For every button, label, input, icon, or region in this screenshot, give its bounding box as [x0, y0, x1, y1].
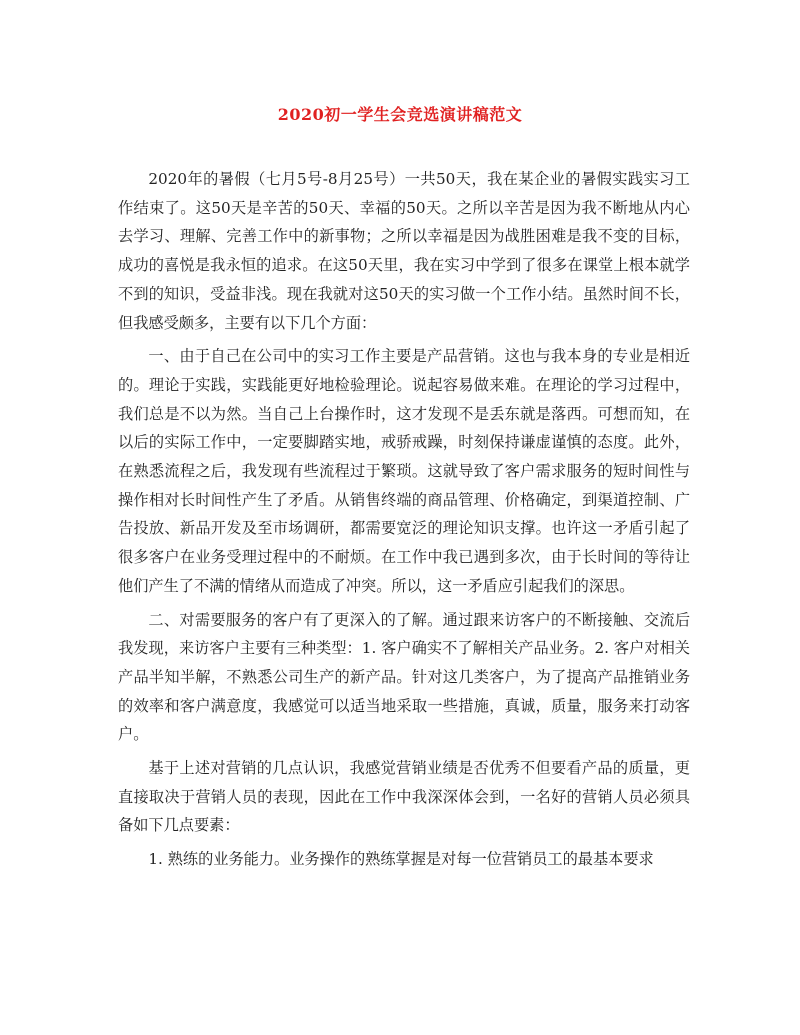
paragraph-2: 一、由于自己在公司中的实习工作主要是产品营销。这也与我本身的专业是相近的。理论于实践，实践能更好地检验理论。说起容易做来难。在理论的学习过程中，我们总是不以为然。当自己上台操作时，这才发现不是丢东就是落西。可想而知，在以后的实际工作中，一定要脚踏实地，戒骄戒躁，时刻保持谦虚谨慎的态度。此外，在熟悉流程之后，我发现有些流程过于繁琐。这就导致了客户需求服务的短时间性与操作相对长时间性产生了矛盾。从销售终端的商品管理、价格确定，到渠道控制、广告投放、新品开发及至市场调研，都需要宽泛的理论知识支撑。也许这一矛盾引起了很多客户在业务受理过程中的不耐烦。在工作中我已遇到多次，由于长时间的等待让他们产生了不满的情绪从而造成了冲突。所以，这一矛盾应引起我们的深思。	[118, 347, 690, 595]
paragraph-3: 二、对需要服务的客户有了更深入的了解。通过跟来访客户的不断接触、交流后我发现，来访客户主要有三种类型：1. 客户确实不了解相关产品业务。2. 客户对相关产品半知半解，不熟悉公司生产的新产品。针对这几类客户，为了提高产品推销业务的效率和客户满意度，我感觉可以适当地采取一些措施，真诚，质量，服务来打动客户。	[118, 610, 690, 744]
document-title: 2020初一学生会竞选演讲稿范文	[277, 105, 523, 124]
paragraph-4: 基于上述对营销的几点认识，我感觉营销业绩是否优秀不但要看产品的质量，更直接取决于营销人员的表现，因此在工作中我深深体会到，一名好的营销人员必须具备如下几点要素：	[118, 759, 690, 835]
paragraph-5: 1. 熟练的业务能力。业务操作的熟练掌握是对每一位营销员工的最基本要求	[148, 850, 654, 869]
paragraph-1: 2020年的暑假（七月5号-8月25号）一共50天，我在某企业的暑假实践实习工作结束了。这50天是辛苦的50天、幸福的50天。之所以辛苦是因为我不断地从内心去学习、理解、完善工作中的新事物；之所以幸福是因为战胜困难是我不变的目标，成功的喜悦是我永恒的追求。在这50天里，我在实习中学到了很多在课堂上根本就学不到的知识，受益非浅。现在我就对这50天的实习做一个工作小结。虽然时间不长，但我感受颇多，主要有以下几个方面：	[118, 170, 690, 332]
document-body	[118, 165, 690, 879]
